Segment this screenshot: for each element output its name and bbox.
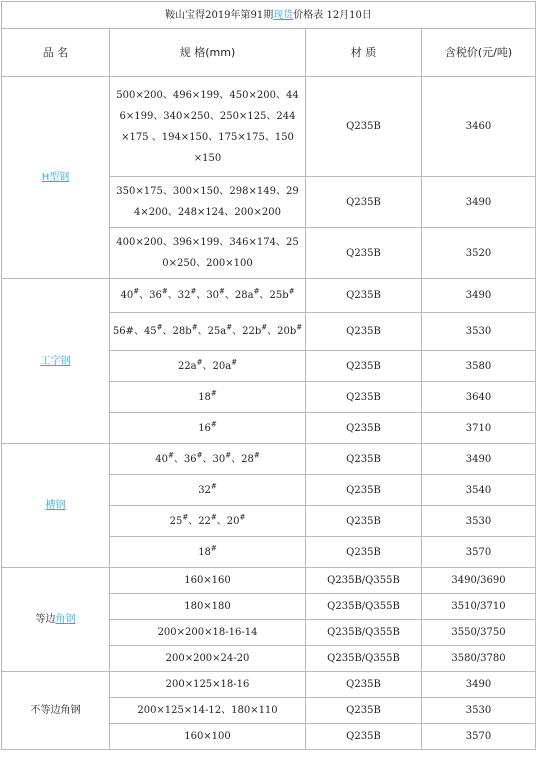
spec-item: 28a — [234, 290, 254, 301]
spec-cell — [110, 382, 306, 413]
category-label: 不等边角钢 — [30, 705, 81, 716]
table-row — [2, 444, 536, 475]
material-cell: Q235B — [306, 698, 422, 724]
spec-cell — [110, 537, 306, 568]
spec-cell — [110, 444, 306, 475]
hash-mark: # — [168, 451, 174, 460]
spec-cell: 200×125×18-16 — [110, 672, 306, 698]
separator: 、 — [173, 453, 184, 465]
spec-cell: 160×100 — [110, 724, 306, 750]
spec-item: 20 — [226, 515, 240, 527]
spec-line: ×150 — [193, 152, 222, 164]
spec-item: 40 — [155, 453, 169, 465]
category-link[interactable]: 角钢 — [55, 614, 76, 625]
separator: 、 — [231, 453, 242, 465]
price-cell: 3530 — [422, 506, 536, 537]
header-name: 品 名 — [2, 29, 110, 77]
material-cell: Q235B — [306, 506, 422, 537]
spec-line: 350×175、300×150、298×149、29 — [116, 186, 299, 197]
title-prefix: 鞍山宝得2019年第91期 — [165, 9, 274, 21]
spec-item: 28b — [172, 326, 192, 337]
material-cell: Q235B — [306, 444, 422, 475]
material-cell: Q235B/Q355B — [306, 646, 422, 672]
material-cell: Q235B — [306, 228, 422, 279]
spec-cell — [110, 351, 306, 382]
spec-item: 32 — [198, 484, 211, 496]
price-cell: 3530 — [422, 313, 536, 351]
price-cell: 3490 — [422, 279, 536, 313]
spec-cell — [110, 177, 306, 228]
table-title — [2, 2, 536, 29]
spec-cell — [110, 279, 306, 313]
category-cell — [2, 444, 110, 568]
hash-mark: # — [210, 420, 217, 429]
separator: 、 — [259, 290, 270, 301]
category-prefix: 等边 — [35, 614, 56, 625]
category-link[interactable]: H型钢 — [41, 172, 70, 183]
spec-item: 30 — [212, 453, 226, 465]
spec-cell — [110, 228, 306, 279]
price-cell: 3490/3690 — [422, 568, 536, 594]
hash-mark: # — [196, 451, 203, 460]
header-spec: 规 格(mm) — [110, 29, 306, 77]
hash-mark: # — [225, 451, 232, 460]
material-cell: Q235B/Q355B — [306, 594, 422, 620]
hash-mark: # — [239, 513, 246, 522]
price-cell: 3460 — [422, 77, 536, 177]
separator: 、 — [167, 290, 178, 301]
material-cell: Q235B — [306, 382, 422, 413]
header-row — [2, 29, 536, 77]
spec-cell — [110, 313, 306, 351]
spec-item: 45 — [143, 326, 157, 337]
header-price: 含税价(元/吨) — [422, 29, 536, 77]
hash-mark: # — [210, 389, 217, 398]
table-row — [2, 568, 536, 594]
hash-mark: # — [191, 323, 198, 332]
table-row — [2, 672, 536, 698]
material-cell: Q235B — [306, 279, 422, 313]
spec-item: 20b — [277, 326, 297, 337]
separator: 、 — [202, 360, 213, 372]
spec-cell — [110, 475, 306, 506]
price-cell: 3570 — [422, 537, 536, 568]
price-cell: 3510/3710 — [422, 594, 536, 620]
table-body — [2, 77, 536, 750]
spec-item: 32 — [177, 290, 191, 301]
hash-mark: # — [296, 323, 303, 332]
hash-mark: # — [161, 287, 168, 296]
material-cell: Q235B — [306, 313, 422, 351]
spec-cell: 200×200×18-16-14 — [110, 620, 306, 646]
spec-item: 25 — [169, 515, 183, 527]
spec-item: 40 — [120, 290, 134, 301]
spec-item: 22 — [198, 515, 211, 527]
price-cell: 3710 — [422, 413, 536, 444]
spec-item: 36 — [183, 453, 197, 465]
price-cell: 3580/3780 — [422, 646, 536, 672]
price-cell: 3570 — [422, 724, 536, 750]
separator: 、 — [216, 515, 227, 527]
spec-item: 22a — [177, 360, 197, 372]
spec-item: 30 — [206, 290, 220, 301]
hash-mark: # — [231, 358, 238, 367]
price-cell: 3580 — [422, 351, 536, 382]
spec-cell — [110, 413, 306, 444]
material-cell: Q235B — [306, 413, 422, 444]
separator: 、 — [197, 326, 208, 337]
price-cell: 3490 — [422, 444, 536, 475]
spec-line: 6×199、340×250、250×125、244 — [119, 110, 296, 122]
price-cell: 3540 — [422, 475, 536, 506]
material-cell: Q235B — [306, 177, 422, 228]
spec-line: 500×200、496×199、450×200、44 — [116, 89, 299, 101]
material-cell: Q235B — [306, 672, 422, 698]
hash-mark: # — [210, 482, 217, 491]
spec-cell — [110, 77, 306, 177]
separator: 、 — [196, 290, 207, 301]
spec-item: 56# — [112, 326, 134, 337]
separator: 、 — [202, 453, 213, 465]
separator: 、 — [139, 290, 150, 301]
category-cell — [2, 672, 110, 750]
category-cell — [2, 568, 110, 672]
table-row — [2, 279, 536, 313]
material-cell: Q235B — [306, 724, 422, 750]
hash-mark: # — [226, 323, 233, 332]
separator: 、 — [188, 515, 199, 527]
category-link[interactable]: 槽钢 — [45, 500, 66, 511]
separator: 、 — [162, 326, 173, 337]
material-cell: Q235B/Q355B — [306, 620, 422, 646]
hash-mark: # — [182, 513, 189, 522]
price-cell: 3490 — [422, 672, 536, 698]
hash-mark: # — [253, 287, 260, 296]
spec-item: 20a — [212, 360, 232, 372]
hash-mark: # — [253, 451, 260, 460]
spec-line: 400×200、396×199、346×174、25 — [116, 237, 299, 248]
spec-item: 25a — [207, 326, 227, 337]
material-cell: Q235B/Q355B — [306, 568, 422, 594]
separator: 、 — [232, 326, 243, 337]
hash-mark: # — [288, 287, 295, 296]
category-cell — [2, 279, 110, 444]
spec-item: 25b — [269, 290, 289, 301]
spec-item: 36 — [149, 290, 162, 301]
price-cell: 3530 — [422, 698, 536, 724]
spec-line: 4×200、248×124、200×200 — [134, 207, 281, 218]
spec-cell: 200×125×14-12、180×110 — [110, 698, 306, 724]
table-row — [2, 77, 536, 177]
title-link-spot-goods[interactable]: 现货 — [273, 9, 294, 21]
title-suffix: 价格表 12月10日 — [293, 9, 372, 21]
hash-mark: # — [219, 287, 225, 296]
spec-item: 16 — [198, 422, 211, 434]
spec-item: 22b — [242, 326, 262, 337]
hash-mark: # — [156, 323, 163, 332]
spec-item: 18 — [198, 391, 211, 403]
spec-line: 0×250、200×100 — [162, 258, 253, 269]
price-cell: 3520 — [422, 228, 536, 279]
material-cell: Q235B — [306, 77, 422, 177]
spec-line: ×175 、194×150、175×175、150 — [121, 131, 294, 143]
material-cell: Q235B — [306, 537, 422, 568]
material-cell: Q235B — [306, 475, 422, 506]
spec-cell: 160×160 — [110, 568, 306, 594]
hash-mark: # — [196, 358, 203, 367]
spec-item: 18 — [198, 546, 211, 558]
price-cell: 3640 — [422, 382, 536, 413]
spec-cell: 200×200×24-20 — [110, 646, 306, 672]
spec-cell — [110, 506, 306, 537]
price-cell: 3490 — [422, 177, 536, 228]
hash-mark: # — [133, 287, 140, 296]
hash-mark: # — [210, 513, 217, 522]
material-cell: Q235B — [306, 351, 422, 382]
category-cell — [2, 77, 110, 279]
separator: 、 — [133, 326, 144, 337]
price-table — [1, 1, 536, 750]
spec-item: 28 — [241, 453, 254, 465]
hash-mark: # — [210, 544, 217, 553]
separator: 、 — [224, 290, 235, 301]
category-link[interactable]: 工字钢 — [40, 355, 71, 367]
header-material: 材 质 — [306, 29, 422, 77]
price-cell: 3550/3750 — [422, 620, 536, 646]
hash-mark: # — [190, 287, 197, 296]
hash-mark: # — [261, 323, 268, 332]
separator: 、 — [267, 326, 278, 337]
spec-cell: 180×180 — [110, 594, 306, 620]
